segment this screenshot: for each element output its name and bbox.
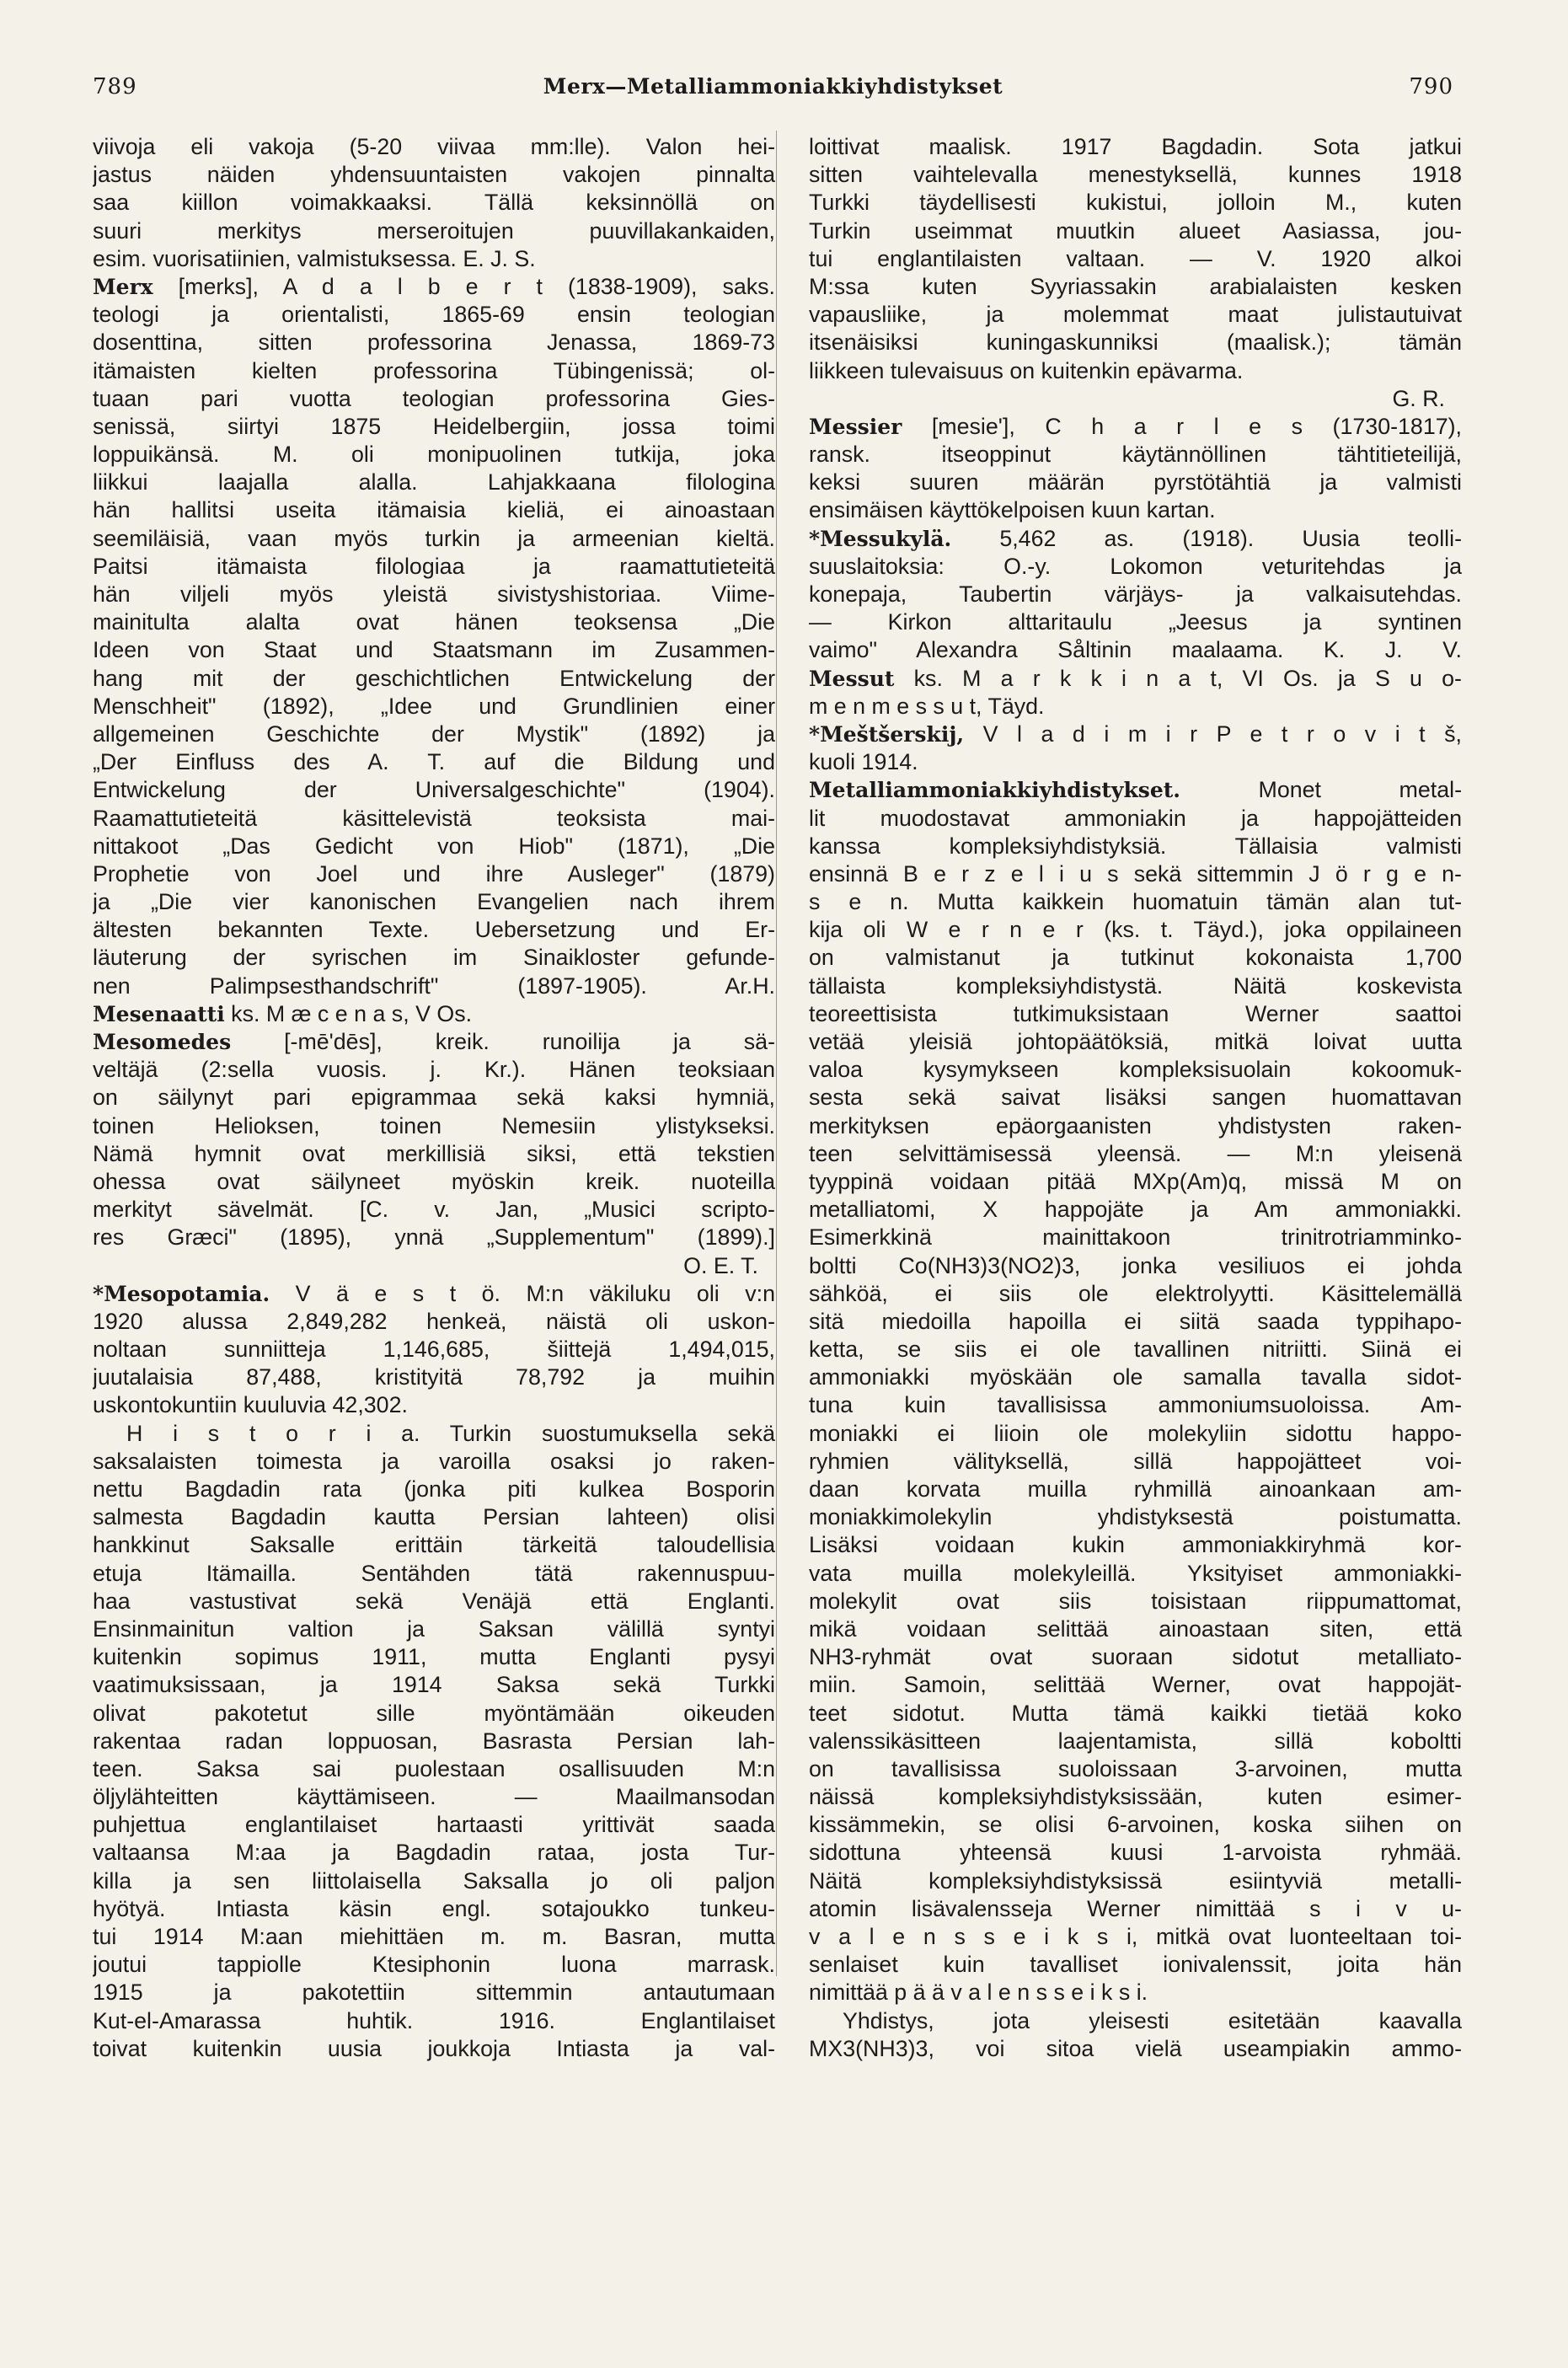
line-text: juutalaisia 87,488, kristityitä 78,792 ja muihin: [93, 1364, 775, 1390]
text-line: [93, 1252, 775, 1280]
text-line: [93, 1448, 775, 1476]
line-text: metalliatomi, X happojäte ja Am ammoniakki.: [809, 1197, 1462, 1223]
line-text: V l a d i m i r P e t r o v i t š,: [964, 721, 1462, 747]
text-line: [93, 1391, 775, 1419]
line-text: atomin lisävalensseja Werner nimittää s i v u-: [809, 1895, 1462, 1921]
text-line: [809, 833, 1462, 860]
text-line: [809, 1112, 1462, 1140]
text-line: [809, 916, 1462, 944]
text-line: [93, 916, 775, 944]
line-text: läuterung der syrischen im Sinaikloster gefunde-: [93, 945, 775, 971]
column-divider: [776, 131, 777, 1976]
line-text: rakentaa radan loppuosan, Basrasta Persian lah-: [93, 1728, 775, 1754]
text-line: [93, 1028, 775, 1056]
text-line: [93, 553, 775, 581]
text-line: [809, 1391, 1462, 1419]
line-text: vaimo" Alexandra Såltinin maalaama. K. J. V.: [809, 637, 1462, 663]
text-line: [809, 1867, 1462, 1895]
text-line: [93, 1531, 775, 1559]
line-text: moniakkimolekylin yhdistyksestä poistumatta.: [809, 1504, 1462, 1530]
line-text: mikä voidaan selittää ainoastaan siten, että: [809, 1615, 1462, 1642]
text-line: [809, 1923, 1462, 1951]
line-text: senissä, siirtyi 1875 Heidelbergiin, jossa toimi: [93, 413, 775, 439]
text-line: [809, 1000, 1462, 1028]
line-text: nen Palimpsesthandschrift" (1897-1905). Ar.H.: [93, 972, 775, 999]
text-line: [93, 1811, 775, 1839]
text-line: [809, 385, 1462, 413]
line-text: keksi suuren määrän pyrstötähtiä ja valmisti: [809, 469, 1462, 496]
line-text: O. E. T.: [683, 1252, 758, 1278]
text-line: [93, 1979, 775, 2006]
line-text: etuja Itämailla. Sentähden tätä rakennuspuu-: [93, 1560, 775, 1586]
line-text: lit muodostavat ammoniakin ja happojätteiden: [809, 805, 1462, 831]
line-text: nittakoot „Das Gedicht von Hiob" (1871), „Die: [93, 833, 775, 859]
line-text: liikkui laajalla alalla. Lahjakkaana filologina: [93, 469, 775, 496]
text-line: [809, 1588, 1462, 1615]
text-line: [809, 1728, 1462, 1755]
line-text: sesta sekä saivat lisäksi sangen huomattavan: [809, 1085, 1462, 1111]
line-text: G. R.: [1392, 385, 1445, 411]
line-text: ryhmien välityksellä, sillä happojätteet voi-: [809, 1448, 1462, 1474]
text-line: [809, 441, 1462, 469]
line-text: ks. M æ c e n a s, V Os.: [224, 1000, 473, 1026]
line-text: teoreettisista tutkimuksistaan Werner saattoi: [809, 1000, 1462, 1026]
line-text: V ä e s t ö. M:n väkiluku oli v:n: [270, 1280, 775, 1306]
line-text: merkityt sävelmät. [C. v. Jan, „Musici scripto-: [93, 1197, 775, 1223]
line-text: moniakki ei liioin ole molekyliin sidottu happo-: [809, 1420, 1462, 1446]
line-text: Esimerkkinä mainittakoon trinitrotriamminko-: [809, 1224, 1462, 1251]
text-line: [93, 1560, 775, 1588]
text-line: [809, 1615, 1462, 1643]
text-line: [93, 1363, 775, 1391]
text-line: [93, 1140, 775, 1168]
page-number-left: 789: [93, 74, 137, 99]
line-text: M:ssa kuten Syyriassakin arabialaisten kesken: [809, 273, 1462, 299]
text-line: [809, 1056, 1462, 1084]
line-text: MX3(NH3)3, voi sitoa vielä useampiakin ammo-: [809, 2035, 1462, 2061]
line-text: miin. Samoin, selittää Werner, ovat happojät-: [809, 1672, 1462, 1698]
page-number-right: 790: [1409, 74, 1453, 99]
text-line: [93, 833, 775, 860]
line-text: sidottuna yhteensä kuusi 1-arvoista ryhmää.: [809, 1840, 1462, 1866]
text-line: [93, 972, 775, 1000]
line-text: 5,462 as. (1918). Uusia teolli-: [951, 525, 1462, 551]
line-text: on säilynyt pari epigrammaa sekä kaksi hymniä,: [93, 1085, 775, 1111]
line-text: dosenttina, sitten professorina Jenassa, 1869-73: [93, 329, 775, 356]
line-text: senlaiset kuin tavalliset ionivalenssit, joita hän: [809, 1952, 1462, 1978]
text-line: [809, 1168, 1462, 1196]
entry-headword: Metalliammoniakkiyhdistykset.: [809, 778, 1180, 803]
line-text: ja „Die vier kanonischen Evangelien nach ihrem: [93, 889, 775, 915]
line-text: Ideen von Staat und Staatsmann im Zusammen-: [93, 637, 775, 663]
line-text: 1920 alussa 2,849,282 henkeä, näistä oli uskon-: [93, 1308, 775, 1334]
entry-headword: Mesenaatti: [93, 1001, 225, 1026]
entry-headword: Mesomedes: [93, 1030, 232, 1054]
line-text: ohessa ovat säilyneet myöskin kreik. nuoteilla: [93, 1168, 775, 1194]
text-line: [93, 1503, 775, 1531]
right-column: [809, 133, 1462, 2063]
text-line: [93, 1615, 775, 1643]
text-line: [809, 1531, 1462, 1559]
line-text: H i s t o r i a. Turkin suostumuksella sekä: [126, 1420, 775, 1446]
line-text: näissä kompleksiyhdistyksissään, kuten esimer-: [809, 1784, 1462, 1810]
text-line: [93, 245, 775, 273]
line-text: Kut-el-Amarassa huhtik. 1916. Englantilaiset: [93, 2007, 775, 2033]
line-text: — Kirkon alttaritaulu „Jeesus ja syntinen: [809, 609, 1462, 635]
text-line: [93, 1923, 775, 1951]
text-line: [93, 301, 775, 329]
line-text: teologi ja orientalisti, 1865-69 ensin teologian: [93, 302, 775, 328]
text-line: [93, 1196, 775, 1224]
text-line: [809, 1420, 1462, 1448]
line-text: viivoja eli vakoja (5-20 viivaa mm:lle). Valon hei-: [93, 134, 775, 159]
line-text: mainitulta alalta ovat hänen teoksensa „Die: [93, 609, 775, 635]
line-text: Monet metal-: [1180, 777, 1462, 803]
line-text: sähköä, ei siis ole elektrolyytti. Käsittelemällä: [809, 1280, 1462, 1306]
line-text: 1915 ja pakotettiin sittemmin antautumaan: [93, 1980, 775, 2006]
page-header: [93, 74, 1453, 108]
text-line: [809, 1448, 1462, 1476]
text-line: [809, 1363, 1462, 1391]
text-line: [93, 1420, 775, 1448]
text-line: [809, 860, 1462, 888]
text-line: [809, 944, 1462, 972]
entry-headword: Messier: [809, 414, 902, 439]
line-text: valenssikäsitteen laajentamista, sillä koboltti: [809, 1728, 1462, 1754]
line-text: ensinnä B e r z e l i u s sekä sittemmin J ö r g e n-: [809, 860, 1462, 887]
entry-headword: *Messukylä.: [809, 526, 952, 551]
line-text: vetää yleisiä johtopäätöksiä, mitkä loivat uutta: [809, 1029, 1462, 1054]
line-text: kissämmekin, se olisi 6-arvoinen, koska siihen on: [809, 1812, 1462, 1838]
text-line: [809, 1979, 1462, 2006]
text-line: [93, 1168, 775, 1196]
text-line: [93, 273, 775, 301]
text-line: [809, 581, 1462, 608]
text-line: [93, 161, 775, 189]
text-line: [809, 1643, 1462, 1671]
text-line: [809, 1140, 1462, 1168]
line-text: Entwickelung der Universalgeschichte" (1904).: [93, 777, 775, 803]
text-line: [809, 608, 1462, 636]
text-line: [93, 805, 775, 833]
line-text: esim. vuorisatiinien, valmistuksessa. E. J. S.: [93, 245, 536, 271]
text-line: [93, 1056, 775, 1084]
line-text: teen selvittämisessä yleensä. — M:n yleisenä: [809, 1140, 1462, 1166]
text-line: [93, 357, 775, 385]
line-text: tällaista kompleksiyhdistystä. Näitä koskevista: [809, 972, 1462, 999]
text-line: [809, 1252, 1462, 1280]
text-line: [93, 888, 775, 916]
line-text: kuoli 1914.: [809, 749, 918, 775]
text-line: [809, 1811, 1462, 1839]
text-line: [809, 2007, 1462, 2035]
line-text: hyötyä. Intiasta käsin engl. sotajoukko tunkeu-: [93, 1895, 775, 1921]
text-line: [93, 1671, 775, 1699]
line-text: s e n. Mutta kaikkein huomatuin tämän alan tut-: [809, 889, 1462, 915]
line-text: sitten vaihtelevalla menestyksellä, kunnes 1918: [809, 162, 1462, 188]
text-line: [93, 1224, 775, 1251]
text-line: [809, 245, 1462, 273]
line-text: suuslaitoksia: O.-y. Lokomon veturitehdas ja: [809, 553, 1462, 579]
line-text: tyyppinä voidaan pitää MXp(Am)q, missä M on: [809, 1168, 1462, 1194]
text-line: [809, 189, 1462, 217]
text-line: [809, 972, 1462, 1000]
line-text: toinen Helioksen, toinen Nemesiin ylistykseksi.: [93, 1112, 775, 1138]
line-text: öljylähteitten käyttämiseen. — Maailmansodan: [93, 1784, 775, 1810]
text-line: [93, 1895, 775, 1923]
line-text: Ensinmainitun valtion ja Saksan välillä syntyi: [93, 1615, 775, 1642]
text-line: [809, 1671, 1462, 1699]
line-text: vata muilla molekyleillä. Yksityiset ammoniakki-: [809, 1560, 1462, 1586]
line-text: Nämä hymnit ovat merkillisiä siksi, että tekstien: [93, 1140, 775, 1166]
text-line: [809, 888, 1462, 916]
text-line: [93, 133, 775, 161]
line-text: boltti Co(NH3)3(NO2)3, jonka vesiliuos ei johda: [809, 1252, 1462, 1278]
line-text: [mesie'], C h a r l e s (1730-1817),: [902, 413, 1462, 439]
text-line: [93, 776, 775, 804]
entry-headword: Merx: [93, 274, 153, 299]
text-line: [809, 1476, 1462, 1503]
entry-headword: *Mesopotamia.: [93, 1281, 270, 1306]
line-text: daan korvata muilla ryhmillä ainoankaan am-: [809, 1476, 1462, 1502]
text-line: [809, 805, 1462, 833]
line-text: tuna kuin tavallisissa ammoniumsuoloissa. Am-: [809, 1392, 1462, 1418]
line-text: nettu Bagdadin rata (jonka piti kulkea Bosporin: [93, 1476, 775, 1502]
line-text: joutui tappiolle Ktesiphonin luona marrask.: [93, 1952, 775, 1978]
line-text: Turkin useimmat muutkin alueet Aasiassa, jou-: [809, 217, 1462, 244]
line-text: res Græci" (1895), ynnä „Supplementum" (1899).]: [93, 1224, 775, 1251]
text-line: [93, 693, 775, 721]
line-text: itämaisten kielten professorina Tübingenissä; ol-: [93, 357, 775, 383]
text-line: [93, 1783, 775, 1811]
line-text: molekylit ovat siis toisistaan riippumattomat,: [809, 1588, 1462, 1614]
text-line: [809, 133, 1462, 161]
line-text: jastus näiden yhdensuuntaisten vakojen pinnalta: [93, 162, 775, 188]
line-text: hang mit der geschichtlichen Entwickelung der: [93, 665, 775, 691]
text-line: [809, 1224, 1462, 1251]
text-line: [93, 665, 775, 693]
line-text: puhjettua englantilaiset hartaasti yrittivät saada: [93, 1812, 775, 1838]
line-text: vaatimuksissaan, ja 1914 Saksa sekä Turkki: [93, 1672, 775, 1698]
line-text: teet sidotut. Mutta tämä kaikki tietää koko: [809, 1700, 1462, 1726]
text-line: [93, 1728, 775, 1755]
text-line: [93, 748, 775, 776]
line-text: tuaan pari vuotta teologian professorina Gies-: [93, 385, 775, 411]
line-text: [-mē'dēs], kreik. runoilija ja sä-: [231, 1029, 775, 1054]
line-text: on valmistanut ja tutkinut kokonaista 1,700: [809, 945, 1462, 971]
line-text: Paitsi itämaista filologiaa ja raamattutieteitä: [93, 553, 775, 579]
text-line: [809, 1839, 1462, 1867]
text-line: [93, 329, 775, 356]
text-line: [809, 357, 1462, 385]
text-line: [93, 1476, 775, 1503]
line-text: olivat pakotetut sille myöntämään oikeuden: [93, 1700, 775, 1726]
line-text: v a l e n s s e i k s i, mitkä ovat luonteeltaan toi-: [809, 1924, 1462, 1949]
text-line: [93, 189, 775, 217]
line-text: suuri merkitys merseroitujen puuvillakankaiden,: [93, 217, 775, 244]
text-line: [93, 721, 775, 748]
text-line: [809, 217, 1462, 245]
text-line: [809, 413, 1462, 441]
text-line: [93, 860, 775, 888]
line-text: Prophetie von Joel und ihre Ausleger" (1879): [93, 860, 775, 887]
line-text: vapausliike, ja molemmat maat julistautuivat: [809, 302, 1462, 328]
text-line: [93, 2035, 775, 2063]
line-text: liikkeen tulevaisuus on kuitenkin epävarma.: [809, 357, 1244, 383]
left-column: [93, 133, 775, 2063]
text-line: [93, 385, 775, 413]
entry-headword: *Meštšerskij,: [809, 721, 965, 747]
line-text: Raamattutieteitä käsittelevistä teoksista mai-: [93, 805, 775, 831]
line-text: loppuikänsä. M. oli monipuolinen tutkija, joka: [93, 442, 775, 468]
line-text: veltäjä (2:sella vuosis. j. Kr.). Hänen teoksiaan: [93, 1057, 775, 1083]
line-text: allgemeinen Geschichte der Mystik" (1892) ja: [93, 721, 775, 747]
line-text: Menschheit" (1892), „Idee und Grundlinien einer: [93, 693, 775, 719]
line-text: toivat kuitenkin uusia joukkoja Intiasta ja val-: [93, 2035, 775, 2061]
text-line: [809, 525, 1462, 553]
line-text: saksalaisten toimesta ja varoilla osaksi jo raken-: [93, 1448, 775, 1474]
text-line: [93, 469, 775, 496]
line-text: salmesta Bagdadin kautta Persian lahteen) olisi: [93, 1504, 775, 1530]
line-text: hän viljeli myös yleistä sivistyshistoriaa. Viime-: [93, 581, 775, 607]
text-line: [93, 1839, 775, 1867]
line-text: noltaan sunniitteja 1,146,685, šiittejä 1,494,015,: [93, 1337, 775, 1363]
line-text: ältesten bekannten Texte. Uebersetzung und Er-: [93, 917, 775, 943]
line-text: sitä miedoilla hapoilla ei siitä saada typpihapo-: [809, 1308, 1462, 1334]
text-line: [809, 776, 1462, 804]
text-line: [93, 1588, 775, 1615]
line-text: ketta, se siis ei ole tavallinen nitriitti. Siinä ei: [809, 1337, 1462, 1363]
line-text: konepaja, Taubertin värjäys- ja valkaisutehdas.: [809, 581, 1462, 607]
text-line: [809, 1280, 1462, 1308]
line-text: nimittää p ä ä v a l e n s s e i k s i.: [809, 1980, 1148, 2006]
text-line: [809, 693, 1462, 721]
line-text: Näitä kompleksiyhdistyksissä esiintyviä metalli-: [809, 1867, 1462, 1894]
line-text: m e n m e s s u t, Täyd.: [809, 693, 1045, 719]
text-line: [809, 1895, 1462, 1923]
text-line: [809, 1700, 1462, 1728]
text-line: [809, 2035, 1462, 2063]
line-text: hankkinut Saksalle erittäin tärkeitä taloudellisia: [93, 1532, 775, 1558]
text-line: [93, 1112, 775, 1140]
line-text: itsenäisiksi kuningaskunniksi (maalisk.); tämän: [809, 329, 1462, 356]
text-line: [93, 1084, 775, 1112]
text-line: [93, 608, 775, 636]
line-text: tui englantilaisten valtaan. — V. 1920 alkoi: [809, 245, 1462, 271]
text-line: [93, 944, 775, 972]
text-line: [809, 1503, 1462, 1531]
text-line: [809, 1336, 1462, 1363]
line-text: Yhdistys, jota yleisesti esitetään kaavalla: [843, 2007, 1462, 2033]
text-line: [93, 2007, 775, 2035]
text-line: [809, 1028, 1462, 1056]
line-text: hän hallitsi useita itämaisia kieliä, ei ainoastaan: [93, 497, 775, 523]
line-text: kuitenkin sopimus 1911, mutta Englanti pysyi: [93, 1644, 775, 1670]
line-text: loittivat maalisk. 1917 Bagdadin. Sota jatkui: [809, 134, 1462, 159]
text-line: [93, 1000, 775, 1028]
text-line: [809, 496, 1462, 524]
text-line: [93, 496, 775, 524]
text-line: [93, 636, 775, 664]
running-head: Merx—Metalliammoniakkiyhdistykset: [543, 74, 1003, 99]
text-line: [809, 1755, 1462, 1783]
text-line: [93, 441, 775, 469]
text-line: [809, 469, 1462, 496]
text-line: [93, 1755, 775, 1783]
text-line: [809, 161, 1462, 189]
text-line: [93, 217, 775, 245]
text-line: [809, 721, 1462, 748]
line-text: Turkki täydellisesti kukistui, jolloin M., kuten: [809, 190, 1462, 216]
text-line: [809, 636, 1462, 664]
text-line: [809, 301, 1462, 329]
text-line: [809, 553, 1462, 581]
text-line: [809, 1951, 1462, 1979]
line-text: ammoniakki myöskään ole samalla tavalla sidot-: [809, 1364, 1462, 1390]
text-line: [809, 329, 1462, 356]
line-text: NH3-ryhmät ovat suoraan sidotut metalliato-: [809, 1644, 1462, 1670]
line-text: [merks], A d a l b e r t (1838-1909), saks.: [153, 273, 775, 299]
text-line: [93, 1700, 775, 1728]
text-line: [809, 665, 1462, 693]
line-text: saa kiillon voimakkaaksi. Tällä keksinnöllä on: [93, 190, 775, 216]
line-text: ensimäisen käyttökelpoisen kuun kartan.: [809, 497, 1216, 523]
line-text: teen. Saksa sai puolestaan osallisuuden M:n: [93, 1755, 775, 1781]
line-text: valtaansa M:aa ja Bagdadin rataa, josta Tur-: [93, 1840, 775, 1866]
text-line: [93, 1280, 775, 1308]
text-line: [93, 581, 775, 608]
line-text: on tavallisissa suoloissaan 3-arvoinen, mutta: [809, 1755, 1462, 1781]
text-line: [93, 1336, 775, 1363]
text-line: [809, 1560, 1462, 1588]
text-line: [93, 1867, 775, 1895]
line-text: seemiläisiä, vaan myös turkin ja armeenian kieltä.: [93, 525, 775, 551]
line-text: „Der Einfluss des A. T. auf die Bildung und: [93, 749, 775, 775]
line-text: Lisäksi voidaan kukin ammoniakkiryhmä kor-: [809, 1532, 1462, 1558]
text-line: [93, 1308, 775, 1336]
text-line: [809, 748, 1462, 776]
line-text: killa ja sen liittolaisella Saksalla jo oli paljon: [93, 1867, 775, 1894]
line-text: kanssa kompleksiyhdistyksiä. Tällaisia valmisti: [809, 833, 1462, 859]
text-line: [809, 273, 1462, 301]
text-line: [809, 1308, 1462, 1336]
entry-headword: Messut: [809, 666, 895, 691]
text-line: [93, 525, 775, 553]
text-line: [93, 413, 775, 441]
text-line: [809, 1783, 1462, 1811]
line-text: tui 1914 M:aan miehittäen m. m. Basran, mutta: [93, 1924, 775, 1949]
text-line: [93, 1643, 775, 1671]
text-line: [809, 1084, 1462, 1112]
line-text: uskontokuntiin kuuluvia 42,302.: [93, 1392, 408, 1418]
text-line: [809, 1196, 1462, 1224]
line-text: haa vastustivat sekä Venäjä että Englanti.: [93, 1588, 775, 1614]
line-text: kija oli W e r n e r (ks. t. Täyd.), joka oppilaineen: [809, 917, 1462, 943]
line-text: valoa kysymykseen kompleksisuolain kokoomuk-: [809, 1057, 1462, 1083]
line-text: merkityksen epäorgaanisten yhdistysten raken-: [809, 1112, 1462, 1138]
line-text: ransk. itseoppinut käytännöllinen tähtitieteilijä,: [809, 442, 1462, 468]
text-line: [93, 1951, 775, 1979]
line-text: ks. M a r k k i n a t, VI Os. ja S u o-: [894, 665, 1462, 691]
